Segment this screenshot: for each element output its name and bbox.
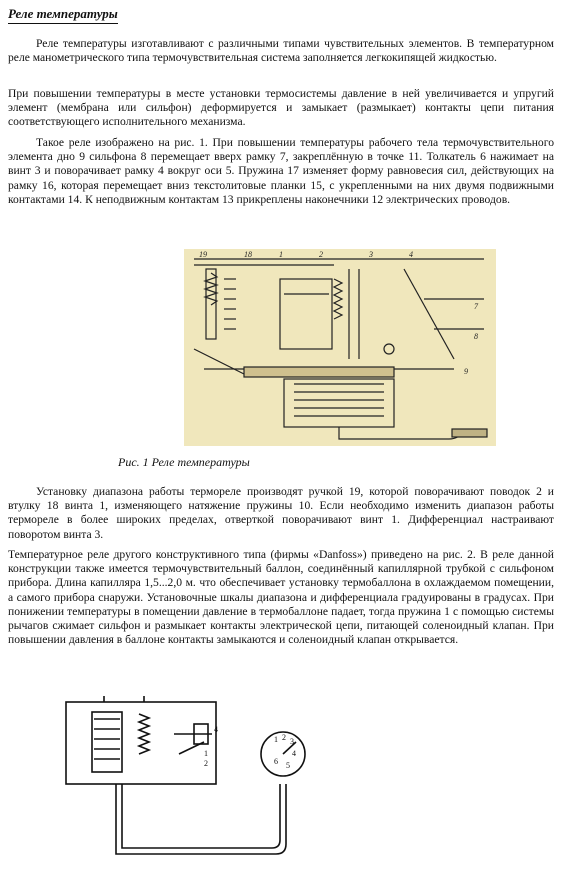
figure-1-relay-diagram — [184, 249, 496, 446]
svg-text:19: 19 — [199, 250, 207, 259]
svg-text:7: 7 — [474, 302, 478, 311]
svg-text:4: 4 — [409, 250, 413, 259]
svg-text:1: 1 — [274, 735, 278, 744]
svg-text:2: 2 — [204, 759, 208, 768]
svg-text:9: 9 — [464, 367, 468, 376]
section-title: Реле температуры — [8, 6, 118, 24]
paragraph-intro: Реле температуры изготавливают с различными типами чувствительных элементов. В температурном реле манометрического типа термочувствительная система заполняется легкокипящей жидкостью. — [8, 37, 554, 65]
svg-text:1: 1 — [204, 749, 208, 758]
figure-2-danfoss-relay — [44, 694, 344, 870]
svg-text:2: 2 — [282, 733, 286, 742]
paragraph-pressure: При повышении температуры в месте установки термосистемы давление в ней увеличивается и упругий элемент (мембрана или сильфон) деформируется и замыкает (размыкает) контакты цепи питания соответствующего исполнительного механизма. — [8, 87, 554, 129]
svg-text:1: 1 — [279, 250, 283, 259]
svg-text:8: 8 — [474, 332, 478, 341]
svg-text:3: 3 — [290, 737, 294, 746]
figure-1-caption: Рис. 1 Реле температуры — [118, 455, 250, 469]
svg-text:6: 6 — [274, 757, 278, 766]
svg-text:18: 18 — [244, 250, 252, 259]
svg-text:5: 5 — [286, 761, 290, 770]
paragraph-range-setting: Установку диапазона работы термореле производят ручкой 19, которой поворачивают поводок 2 и втулку 18 винта 1, изменяющего натяжение пружины 10. Если необходимо изменить диапазон работы термореле в более широких пределах, отверткой поворачивают винт 1. Дифференциал настраивают поворотом винта 3. — [8, 485, 554, 541]
paragraph-danfoss: Температурное реле другого конструктивного типа (фирмы «Danfoss») приведено на рис. 2. В реле данной конструкции также имеется термочувствительный баллон, соединённый капиллярной трубкой с сильфоном прибора. Длина капилляра 1,5...2,0 м. что обеспечивает установку термобаллона в охлаждаемом помещении, а самого прибора снаружи. Установочные шкалы диапазона и дифференциала градуированы в градусах. При понижении температуры в помещении давление в термобаллоне падает, тогда пружина 1 с помощью системы рычагов сжимает сильфон и размыкает контакты электрической цепи, питающей соленоидный клапан. При повышении давления в баллоне контакты замыкаются и соленоидный клапан открывается. — [8, 548, 554, 647]
svg-text:3: 3 — [369, 250, 373, 259]
svg-text:2: 2 — [319, 250, 323, 259]
paragraph-fig1-description: Такое реле изображено на рис. 1. При повышении температуры рабочего тела термочувствительного элемента дно 9 сильфона 8 перемещает вверх рамку 7, закреплённую в точке 11. Толкатель 6 нажимает на винт 3 и поворачивает рамку 4 вокруг оси 5. Пружина 17 изменяет форму равновесия сил, действующих на рамку 16, которая перемещает вниз текстолитовые планки 15, с укрепленными на них двумя подвижными контактами 14. К неподвижным контактам 13 прикреплены наконечники 12 электрических проводов. — [8, 136, 554, 206]
svg-text:4: 4 — [292, 749, 296, 758]
svg-text:4: 4 — [214, 725, 218, 734]
